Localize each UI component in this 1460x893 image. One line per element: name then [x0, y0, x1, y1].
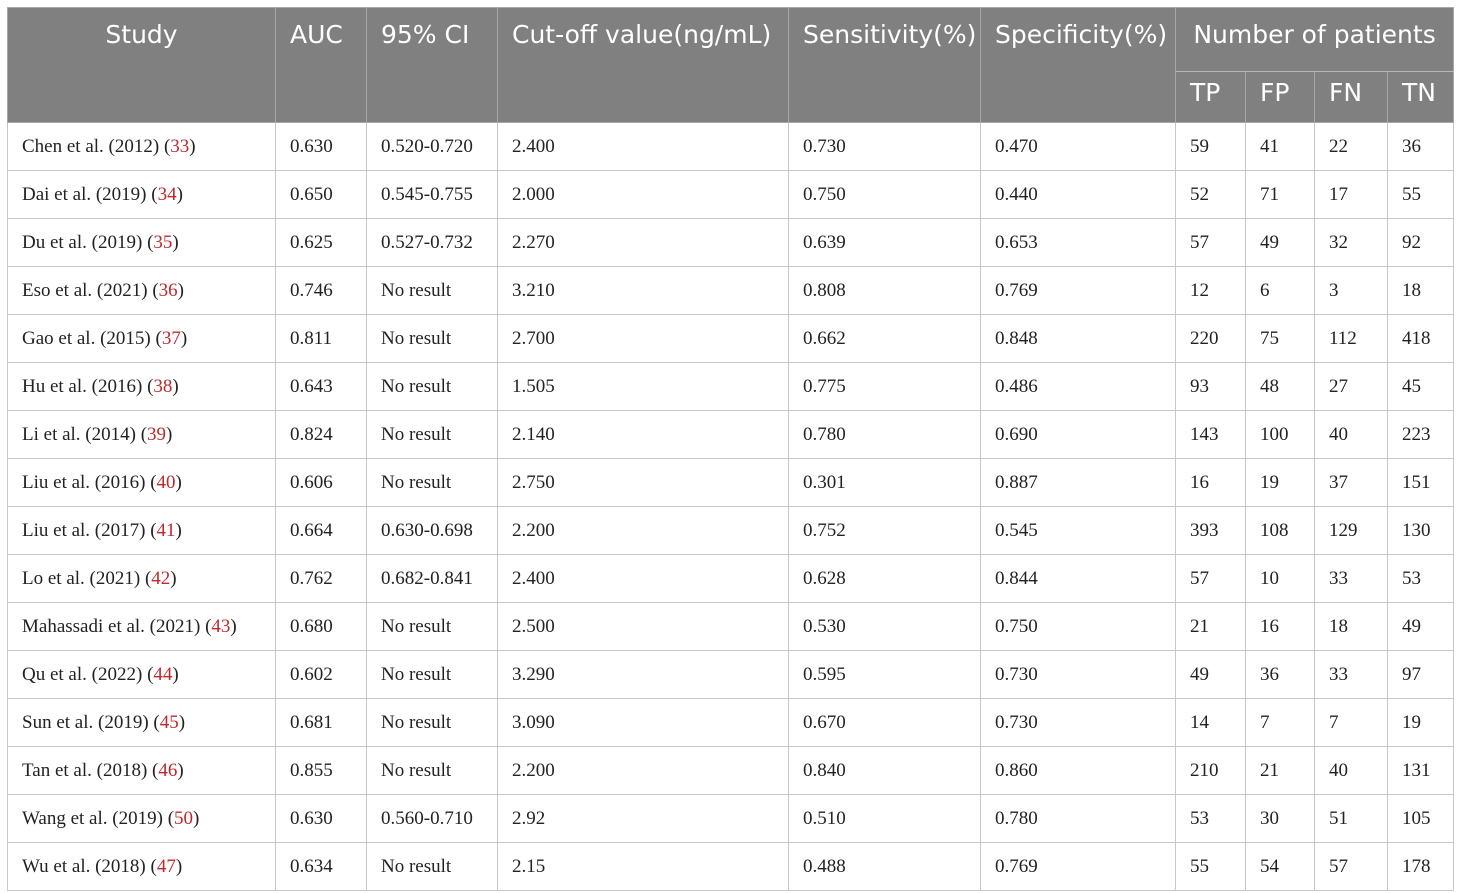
fp-cell: 54 [1246, 843, 1315, 891]
ci-cell: No result [367, 315, 498, 363]
ci-cell: No result [367, 459, 498, 507]
fn-cell: 32 [1315, 219, 1388, 267]
reference-link[interactable]: 45 [159, 711, 179, 733]
tp-cell: 57 [1176, 555, 1246, 603]
specificity-cell: 0.780 [981, 795, 1176, 843]
study-name: Sun et al. (2019) [22, 711, 149, 733]
table-row [8, 171, 1454, 219]
fn-cell: 7 [1315, 699, 1388, 747]
reference-link[interactable]: 37 [161, 327, 181, 349]
auc-cell: 0.630 [276, 795, 367, 843]
tp-cell: 21 [1176, 603, 1246, 651]
reference-link[interactable]: 47 [156, 855, 176, 877]
study-cell: Hu et al. (2016) (38) [8, 363, 276, 411]
auc-cell: 0.602 [276, 651, 367, 699]
table-row [8, 699, 1454, 747]
table-row [8, 267, 1454, 315]
sensitivity-cell: 0.775 [789, 363, 981, 411]
study-name: Li et al. (2014) [22, 423, 136, 445]
fn-cell: 3 [1315, 267, 1388, 315]
cutoff-cell: 2.200 [498, 747, 789, 795]
auc-cell: 0.762 [276, 555, 367, 603]
cutoff-cell: 1.505 [498, 363, 789, 411]
cutoff-cell: 2.92 [498, 795, 789, 843]
cutoff-cell: 2.000 [498, 171, 789, 219]
ci-cell: No result [367, 699, 498, 747]
specificity-cell: 0.545 [981, 507, 1176, 555]
fn-cell: 17 [1315, 171, 1388, 219]
sensitivity-cell: 0.752 [789, 507, 981, 555]
reference-link[interactable]: 34 [157, 183, 177, 205]
specificity-cell: 0.750 [981, 603, 1176, 651]
reference-link[interactable]: 35 [153, 231, 173, 253]
auc-cell: 0.625 [276, 219, 367, 267]
study-name: Du et al. (2019) [22, 231, 143, 253]
table-row [8, 363, 1454, 411]
specificity-cell: 0.860 [981, 747, 1176, 795]
fp-cell: 48 [1246, 363, 1315, 411]
fn-cell: 27 [1315, 363, 1388, 411]
cutoff-cell: 2.750 [498, 459, 789, 507]
auc-cell: 0.811 [276, 315, 367, 363]
sensitivity-cell: 0.510 [789, 795, 981, 843]
ci-cell: 0.527-0.732 [367, 219, 498, 267]
cutoff-cell: 2.270 [498, 219, 789, 267]
sensitivity-cell: 0.301 [789, 459, 981, 507]
fn-cell: 40 [1315, 747, 1388, 795]
sensitivity-cell: 0.530 [789, 603, 981, 651]
cutoff-cell: 2.700 [498, 315, 789, 363]
fp-cell: 21 [1246, 747, 1315, 795]
tp-cell: 220 [1176, 315, 1246, 363]
tn-cell: 45 [1388, 363, 1454, 411]
tn-cell: 53 [1388, 555, 1454, 603]
sensitivity-cell: 0.780 [789, 411, 981, 459]
tp-cell: 16 [1176, 459, 1246, 507]
fp-cell: 108 [1246, 507, 1315, 555]
specificity-cell: 0.769 [981, 843, 1176, 891]
sensitivity-cell: 0.488 [789, 843, 981, 891]
fn-cell: 33 [1315, 555, 1388, 603]
study-cell: Tan et al. (2018) (46) [8, 747, 276, 795]
cutoff-cell: 2.500 [498, 603, 789, 651]
study-cell: Sun et al. (2019) (45) [8, 699, 276, 747]
study-cell: Eso et al. (2021) (36) [8, 267, 276, 315]
study-name: Tan et al. (2018) [22, 759, 148, 781]
tn-cell: 49 [1388, 603, 1454, 651]
studies-table [7, 7, 1454, 891]
header-specificity: Specificity(%) [981, 8, 1176, 123]
auc-cell: 0.650 [276, 171, 367, 219]
tn-cell: 418 [1388, 315, 1454, 363]
reference-link[interactable]: 44 [153, 663, 173, 685]
tp-cell: 59 [1176, 123, 1246, 171]
auc-cell: 0.681 [276, 699, 367, 747]
cutoff-cell: 2.400 [498, 555, 789, 603]
specificity-cell: 0.730 [981, 699, 1176, 747]
fp-cell: 7 [1246, 699, 1315, 747]
cutoff-cell: 3.090 [498, 699, 789, 747]
ci-cell: No result [367, 603, 498, 651]
specificity-cell: 0.730 [981, 651, 1176, 699]
tn-cell: 92 [1388, 219, 1454, 267]
header-study: Study [8, 8, 276, 123]
fp-cell: 36 [1246, 651, 1315, 699]
tp-cell: 52 [1176, 171, 1246, 219]
study-cell: Li et al. (2014) (39) [8, 411, 276, 459]
reference-link[interactable]: 41 [156, 519, 176, 541]
study-name: Gao et al. (2015) [22, 327, 151, 349]
ci-cell: No result [367, 411, 498, 459]
tp-cell: 55 [1176, 843, 1246, 891]
auc-cell: 0.634 [276, 843, 367, 891]
fp-cell: 16 [1246, 603, 1315, 651]
study-name: Eso et al. (2021) [22, 279, 148, 301]
study-name: Qu et al. (2022) [22, 663, 143, 685]
table-row [8, 795, 1454, 843]
auc-cell: 0.664 [276, 507, 367, 555]
table-row [8, 411, 1454, 459]
auc-cell: 0.630 [276, 123, 367, 171]
sensitivity-cell: 0.808 [789, 267, 981, 315]
tn-cell: 223 [1388, 411, 1454, 459]
sensitivity-cell: 0.750 [789, 171, 981, 219]
specificity-cell: 0.653 [981, 219, 1176, 267]
tp-cell: 210 [1176, 747, 1246, 795]
tn-cell: 130 [1388, 507, 1454, 555]
reference-link[interactable]: 33 [170, 135, 190, 157]
auc-cell: 0.746 [276, 267, 367, 315]
table-row [8, 843, 1454, 891]
sensitivity-cell: 0.670 [789, 699, 981, 747]
auc-cell: 0.680 [276, 603, 367, 651]
tn-cell: 131 [1388, 747, 1454, 795]
sensitivity-cell: 0.840 [789, 747, 981, 795]
table-row [8, 651, 1454, 699]
fn-cell: 22 [1315, 123, 1388, 171]
tn-cell: 97 [1388, 651, 1454, 699]
fn-cell: 57 [1315, 843, 1388, 891]
table-row [8, 747, 1454, 795]
header-cutoff: Cut-off value(ng/mL) [498, 8, 789, 123]
ci-cell: No result [367, 843, 498, 891]
header-tp: TP [1176, 72, 1246, 123]
table-row [8, 459, 1454, 507]
specificity-cell: 0.848 [981, 315, 1176, 363]
study-cell: Liu et al. (2017) (41) [8, 507, 276, 555]
study-cell: Gao et al. (2015) (37) [8, 315, 276, 363]
reference-link[interactable]: 36 [158, 279, 178, 301]
cutoff-cell: 2.400 [498, 123, 789, 171]
reference-link[interactable]: 39 [147, 423, 167, 445]
reference-link[interactable]: 40 [156, 471, 176, 493]
specificity-cell: 0.887 [981, 459, 1176, 507]
study-name: Wu et al. (2018) [22, 855, 146, 877]
table-row [8, 219, 1454, 267]
study-name: Liu et al. (2016) [22, 471, 146, 493]
header-number-of-patients: Number of patients [1176, 8, 1454, 72]
tn-cell: 36 [1388, 123, 1454, 171]
tn-cell: 18 [1388, 267, 1454, 315]
header-fp: FP [1246, 72, 1315, 123]
table-row [8, 507, 1454, 555]
cutoff-cell: 2.200 [498, 507, 789, 555]
specificity-cell: 0.769 [981, 267, 1176, 315]
study-cell: Du et al. (2019) (35) [8, 219, 276, 267]
header-fn: FN [1315, 72, 1388, 123]
tp-cell: 53 [1176, 795, 1246, 843]
cutoff-cell: 3.210 [498, 267, 789, 315]
auc-cell: 0.855 [276, 747, 367, 795]
study-name: Chen et al. (2012) [22, 135, 160, 157]
study-name: Mahassadi et al. (2021) [22, 615, 201, 637]
fp-cell: 49 [1246, 219, 1315, 267]
table-row [8, 315, 1454, 363]
reference-link[interactable]: 43 [211, 615, 231, 637]
ci-cell: 0.682-0.841 [367, 555, 498, 603]
tp-cell: 143 [1176, 411, 1246, 459]
specificity-cell: 0.844 [981, 555, 1176, 603]
study-cell: Mahassadi et al. (2021) (43) [8, 603, 276, 651]
tp-cell: 12 [1176, 267, 1246, 315]
tn-cell: 105 [1388, 795, 1454, 843]
cutoff-cell: 2.140 [498, 411, 789, 459]
fp-cell: 6 [1246, 267, 1315, 315]
table-row [8, 123, 1454, 171]
tp-cell: 93 [1176, 363, 1246, 411]
fn-cell: 37 [1315, 459, 1388, 507]
ci-cell: No result [367, 267, 498, 315]
header-auc: AUC [276, 8, 367, 123]
study-cell: Wu et al. (2018) (47) [8, 843, 276, 891]
study-cell: Liu et al. (2016) (40) [8, 459, 276, 507]
table-body [8, 123, 1454, 891]
reference-link[interactable]: 42 [151, 567, 171, 589]
auc-cell: 0.824 [276, 411, 367, 459]
ci-cell: 0.520-0.720 [367, 123, 498, 171]
ci-cell: No result [367, 363, 498, 411]
sensitivity-cell: 0.639 [789, 219, 981, 267]
header-tn: TN [1388, 72, 1454, 123]
study-cell: Chen et al. (2012) (33) [8, 123, 276, 171]
reference-link[interactable]: 38 [153, 375, 173, 397]
tn-cell: 178 [1388, 843, 1454, 891]
fn-cell: 129 [1315, 507, 1388, 555]
sensitivity-cell: 0.628 [789, 555, 981, 603]
tp-cell: 49 [1176, 651, 1246, 699]
fn-cell: 18 [1315, 603, 1388, 651]
fn-cell: 33 [1315, 651, 1388, 699]
study-name: Lo et al. (2021) [22, 567, 141, 589]
study-cell: Dai et al. (2019) (34) [8, 171, 276, 219]
ci-cell: 0.560-0.710 [367, 795, 498, 843]
fn-cell: 112 [1315, 315, 1388, 363]
ci-cell: No result [367, 747, 498, 795]
fp-cell: 71 [1246, 171, 1315, 219]
tn-cell: 55 [1388, 171, 1454, 219]
study-cell: Qu et al. (2022) (44) [8, 651, 276, 699]
study-name: Wang et al. (2019) [22, 807, 163, 829]
specificity-cell: 0.440 [981, 171, 1176, 219]
study-name: Dai et al. (2019) [22, 183, 147, 205]
specificity-cell: 0.486 [981, 363, 1176, 411]
reference-link[interactable]: 50 [174, 807, 194, 829]
study-name: Hu et al. (2016) [22, 375, 143, 397]
reference-link[interactable]: 46 [158, 759, 178, 781]
fp-cell: 30 [1246, 795, 1315, 843]
fp-cell: 75 [1246, 315, 1315, 363]
header-sensitivity: Sensitivity(%) [789, 8, 981, 123]
tp-cell: 393 [1176, 507, 1246, 555]
ci-cell: 0.545-0.755 [367, 171, 498, 219]
ci-cell: No result [367, 651, 498, 699]
header-ci: 95% CI [367, 8, 498, 123]
study-name: Liu et al. (2017) [22, 519, 146, 541]
fp-cell: 41 [1246, 123, 1315, 171]
sensitivity-cell: 0.595 [789, 651, 981, 699]
fp-cell: 19 [1246, 459, 1315, 507]
tn-cell: 151 [1388, 459, 1454, 507]
table-row [8, 555, 1454, 603]
auc-cell: 0.606 [276, 459, 367, 507]
specificity-cell: 0.470 [981, 123, 1176, 171]
specificity-cell: 0.690 [981, 411, 1176, 459]
tp-cell: 57 [1176, 219, 1246, 267]
cutoff-cell: 2.15 [498, 843, 789, 891]
sensitivity-cell: 0.730 [789, 123, 981, 171]
ci-cell: 0.630-0.698 [367, 507, 498, 555]
fn-cell: 40 [1315, 411, 1388, 459]
table-row [8, 603, 1454, 651]
study-cell: Lo et al. (2021) (42) [8, 555, 276, 603]
tn-cell: 19 [1388, 699, 1454, 747]
sensitivity-cell: 0.662 [789, 315, 981, 363]
fn-cell: 51 [1315, 795, 1388, 843]
tp-cell: 14 [1176, 699, 1246, 747]
study-cell: Wang et al. (2019) (50) [8, 795, 276, 843]
fp-cell: 10 [1246, 555, 1315, 603]
cutoff-cell: 3.290 [498, 651, 789, 699]
fp-cell: 100 [1246, 411, 1315, 459]
auc-cell: 0.643 [276, 363, 367, 411]
